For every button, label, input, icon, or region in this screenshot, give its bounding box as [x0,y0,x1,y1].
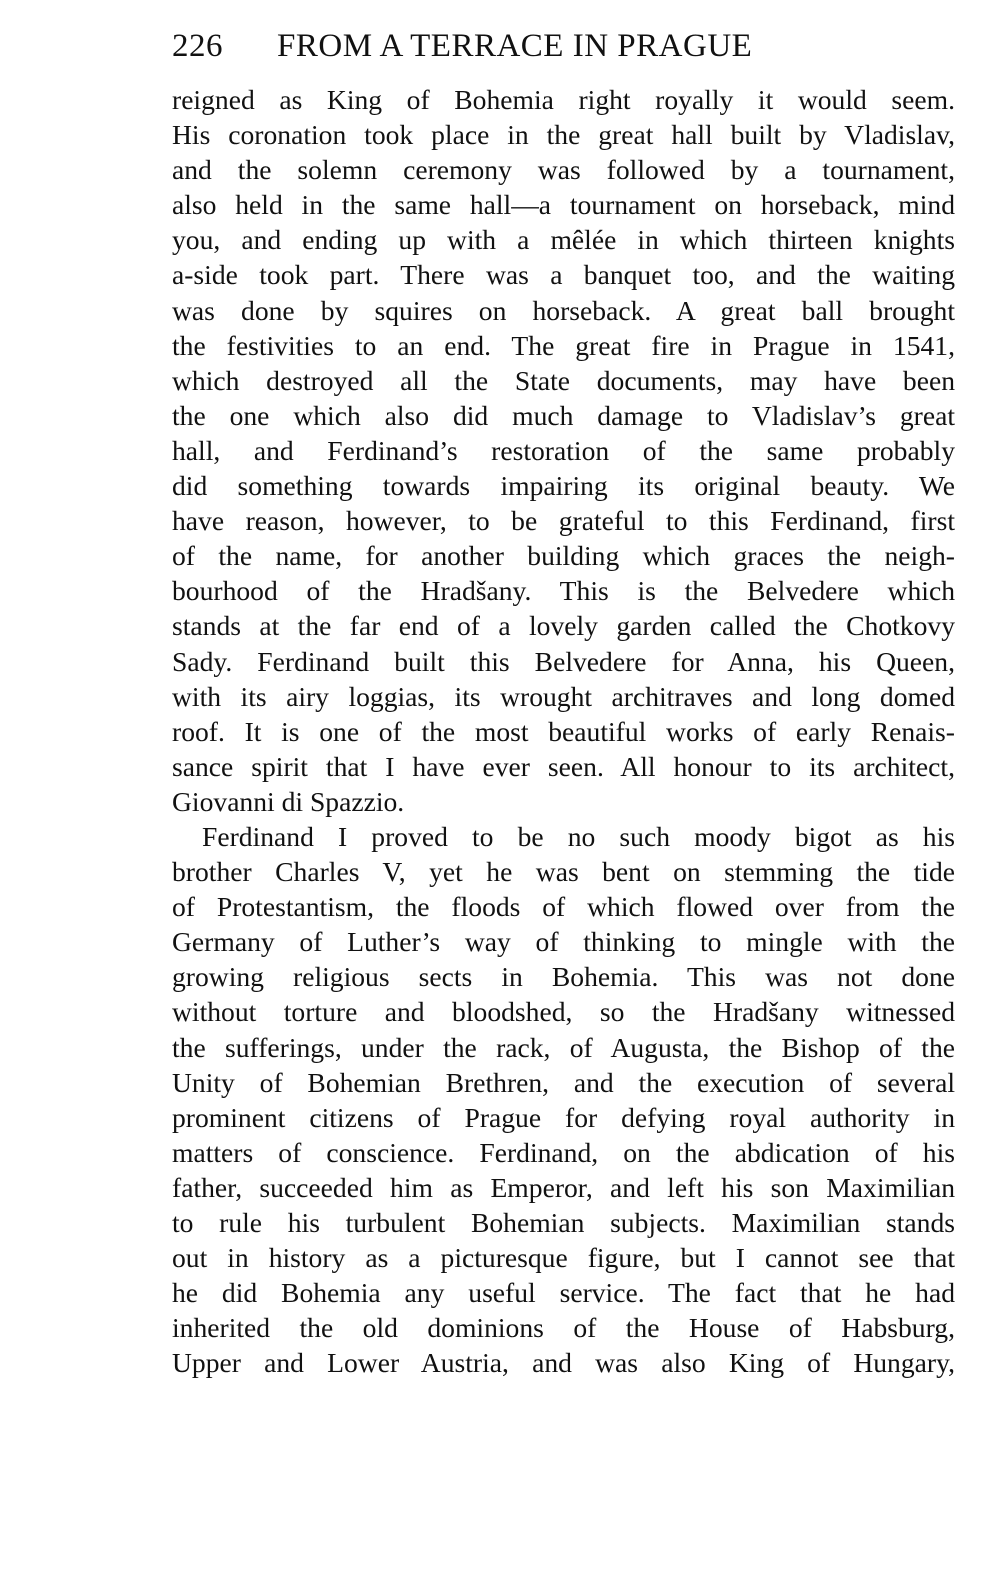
text-line: which destroyed all the State documents, may have been [172,364,955,396]
text-line: to rule his turbulent Bohemian subjects. Maximilian stands [172,1207,955,1238]
paragraph-2 [172,819,955,1381]
text-line: stands at the far end of a lovely garden called the Chotkovy [172,610,955,642]
text-line: father, succeeded him as Emperor, and left his son Maximilian [172,1171,955,1203]
text-line: you, and ending up with a mêlée in which thirteen knights [172,224,955,256]
text-line: of Protestantism, the floods of which flowed over from the [172,891,955,923]
text-line: the sufferings, under the rack, of Augusta, the Bishop of the [172,1031,955,1063]
text-line: of the name, for another building which graces the neigh- [172,540,955,572]
text-line: hall, and Ferdinand’s restoration of the same probably [172,434,955,466]
text-line: without torture and bloodshed, so the Hradšany witnessed [172,996,955,1028]
text-line: and the solemn ceremony was followed by a tournament, [172,154,955,186]
text-line: growing religious sects in Bohemia. This was not done [172,961,955,993]
text-line: His coronation took place in the great hall built by Vladislav, [172,119,955,151]
text-line: prominent citizens of Prague for defying royal authority in [172,1101,955,1133]
text-line: Unity of Bohemian Brethren, and the execution of several [172,1066,955,1098]
paragraph-1 [172,82,955,819]
page-number: 226 [172,28,223,64]
text-line: a-side took part. There was a banquet too, and the waiting [172,259,955,291]
page-header [172,24,872,68]
text-line: was done by squires on horseback. A great ball brought [172,294,955,326]
text-line: inherited the old dominions of the House of Habsburg, [172,1312,955,1344]
page-body [172,82,955,1380]
text-line: sance spirit that I have ever seen. All honour to its architect, [172,750,955,782]
text-line: also held in the same hall—a tournament on horseback, mind [172,189,955,221]
text-line: with its airy loggias, its wrought architraves and long domed [172,680,955,712]
running-head: FROM A TERRACE IN PRAGUE [277,28,753,64]
text-line: bourhood of the Hradšany. This is the Belvedere which [172,575,955,607]
text-line: reigned as King of Bohemia right royally it would seem. [172,84,955,115]
text-line: the one which also did much damage to Vladislav’s great [172,399,955,431]
text-line: the festivities to an end. The great fire in Prague in 1541, [172,329,955,361]
text-line: Giovanni di Spazzio. [172,785,405,817]
text-line: roof. It is one of the most beautiful works of early Renais- [172,715,955,747]
text-line: Upper and Lower Austria, and was also King of Hungary, [172,1347,955,1379]
text-line: Ferdinand I proved to be no such moody bigot as his [202,820,955,852]
text-line: out in history as a picturesque figure, but I cannot see that [172,1242,955,1274]
text-line: he did Bohemia any useful service. The fact that he had [172,1277,955,1309]
text-line: have reason, however, to be grateful to this Ferdinand, first [172,505,955,537]
text-line: Germany of Luther’s way of thinking to mingle with the [172,926,955,958]
text-line: did something towards impairing its original beauty. We [172,470,955,502]
text-line: brother Charles V, yet he was bent on stemming the tide [172,856,955,888]
text-line: Sady. Ferdinand built this Belvedere for Anna, his Queen, [172,645,955,677]
text-line: matters of conscience. Ferdinand, on the abdication of his [172,1136,955,1168]
